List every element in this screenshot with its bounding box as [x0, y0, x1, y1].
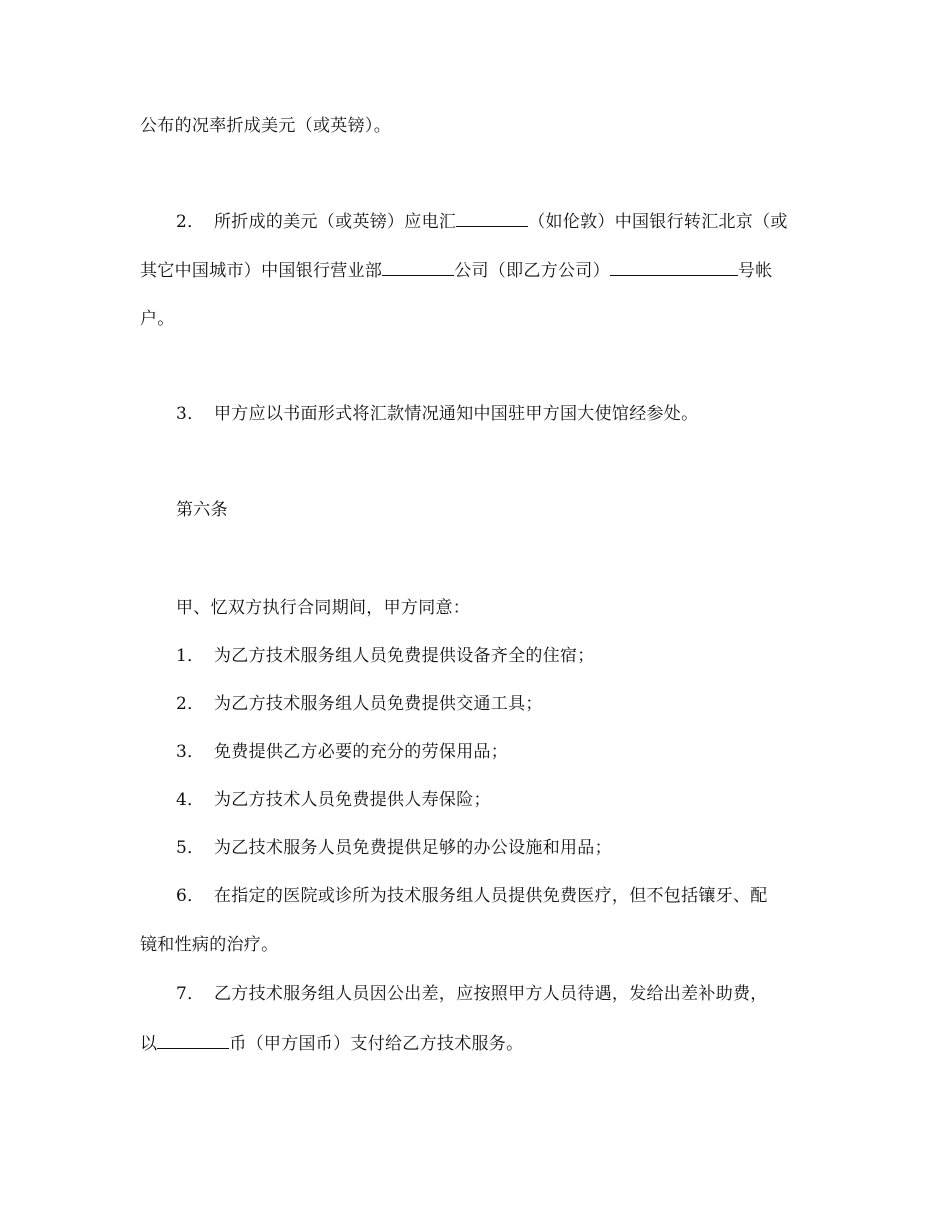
- paragraph-rate-tail: [140, 114, 812, 138]
- item-7-line-2: [140, 1031, 812, 1056]
- item-text: 为乙方技术服务组人员免费提供交通工具；: [214, 694, 543, 714]
- blank-field: [157, 1031, 229, 1049]
- item-text: 其它中国城市）中国银行营业部: [140, 261, 383, 281]
- list-item: [176, 788, 812, 812]
- item-2-line-2: [140, 258, 812, 283]
- item-number: 5．: [176, 838, 205, 858]
- item-text: 为乙方技术服务组人员免费提供设备齐全的住宿；: [214, 646, 595, 666]
- article-title: 第六条: [176, 500, 228, 520]
- item-text: 为乙方技术人员免费提供人寿保险；: [214, 790, 491, 810]
- intro-line: [176, 596, 812, 620]
- blank-field: [610, 258, 738, 276]
- item-text: 甲方应以书面形式将汇款情况通知中国驻甲方国大使馆经参处。: [214, 404, 699, 424]
- paragraph-text: 公布的况率折成美元（或英镑）。: [140, 116, 391, 136]
- item-text: （如伦敦）中国银行转汇北京（或: [528, 212, 788, 232]
- item-text: 乙方技术服务组人员因公出差，应按照甲方人员待遇，发给出差补助费，: [214, 984, 768, 1004]
- item-number: 2．: [176, 212, 205, 232]
- list-item: [176, 644, 812, 668]
- item-number: 7．: [176, 984, 205, 1004]
- item-2-line-1: [176, 209, 812, 234]
- item-7-line-1: [176, 982, 812, 1006]
- item-text: 免费提供乙方必要的充分的劳保用品；: [214, 742, 509, 762]
- list-item: [176, 692, 812, 716]
- item-text: 在指定的医院或诊所为技术服务组人员提供免费医疗，但不包括镶牙、配: [214, 886, 768, 906]
- item-2-line-3: [140, 307, 812, 331]
- list-item: [176, 740, 812, 764]
- item-text: 镜和性病的治疗。: [140, 935, 279, 955]
- item-text: 以: [140, 1034, 158, 1054]
- blank-field: [456, 209, 528, 227]
- item-number: 1．: [176, 646, 205, 666]
- blank-field: [382, 258, 454, 276]
- intro-text: 甲、忆双方执行合同期间，甲方同意：: [176, 598, 471, 618]
- item-number: 4．: [176, 790, 205, 810]
- item-text: 为乙技术服务人员免费提供足够的办公设施和用品；: [214, 838, 612, 858]
- item-text: 号帐: [737, 261, 773, 281]
- item-3: [176, 402, 812, 426]
- item-text: 户。: [140, 309, 175, 329]
- item-number: 3．: [176, 742, 205, 762]
- item-6-line-2: [140, 933, 812, 957]
- item-text: 币（甲方国币）支付给乙方技术服务。: [229, 1034, 524, 1054]
- item-text: 所折成的美元（或英镑）应电汇: [214, 212, 457, 232]
- list-item: [176, 836, 812, 860]
- item-number: 3．: [176, 404, 205, 424]
- item-number: 2．: [176, 694, 205, 714]
- item-6-line-1: [176, 884, 812, 908]
- article-heading: [176, 498, 812, 522]
- item-text: 公司（即乙方公司）: [454, 261, 610, 281]
- item-number: 6．: [176, 886, 205, 906]
